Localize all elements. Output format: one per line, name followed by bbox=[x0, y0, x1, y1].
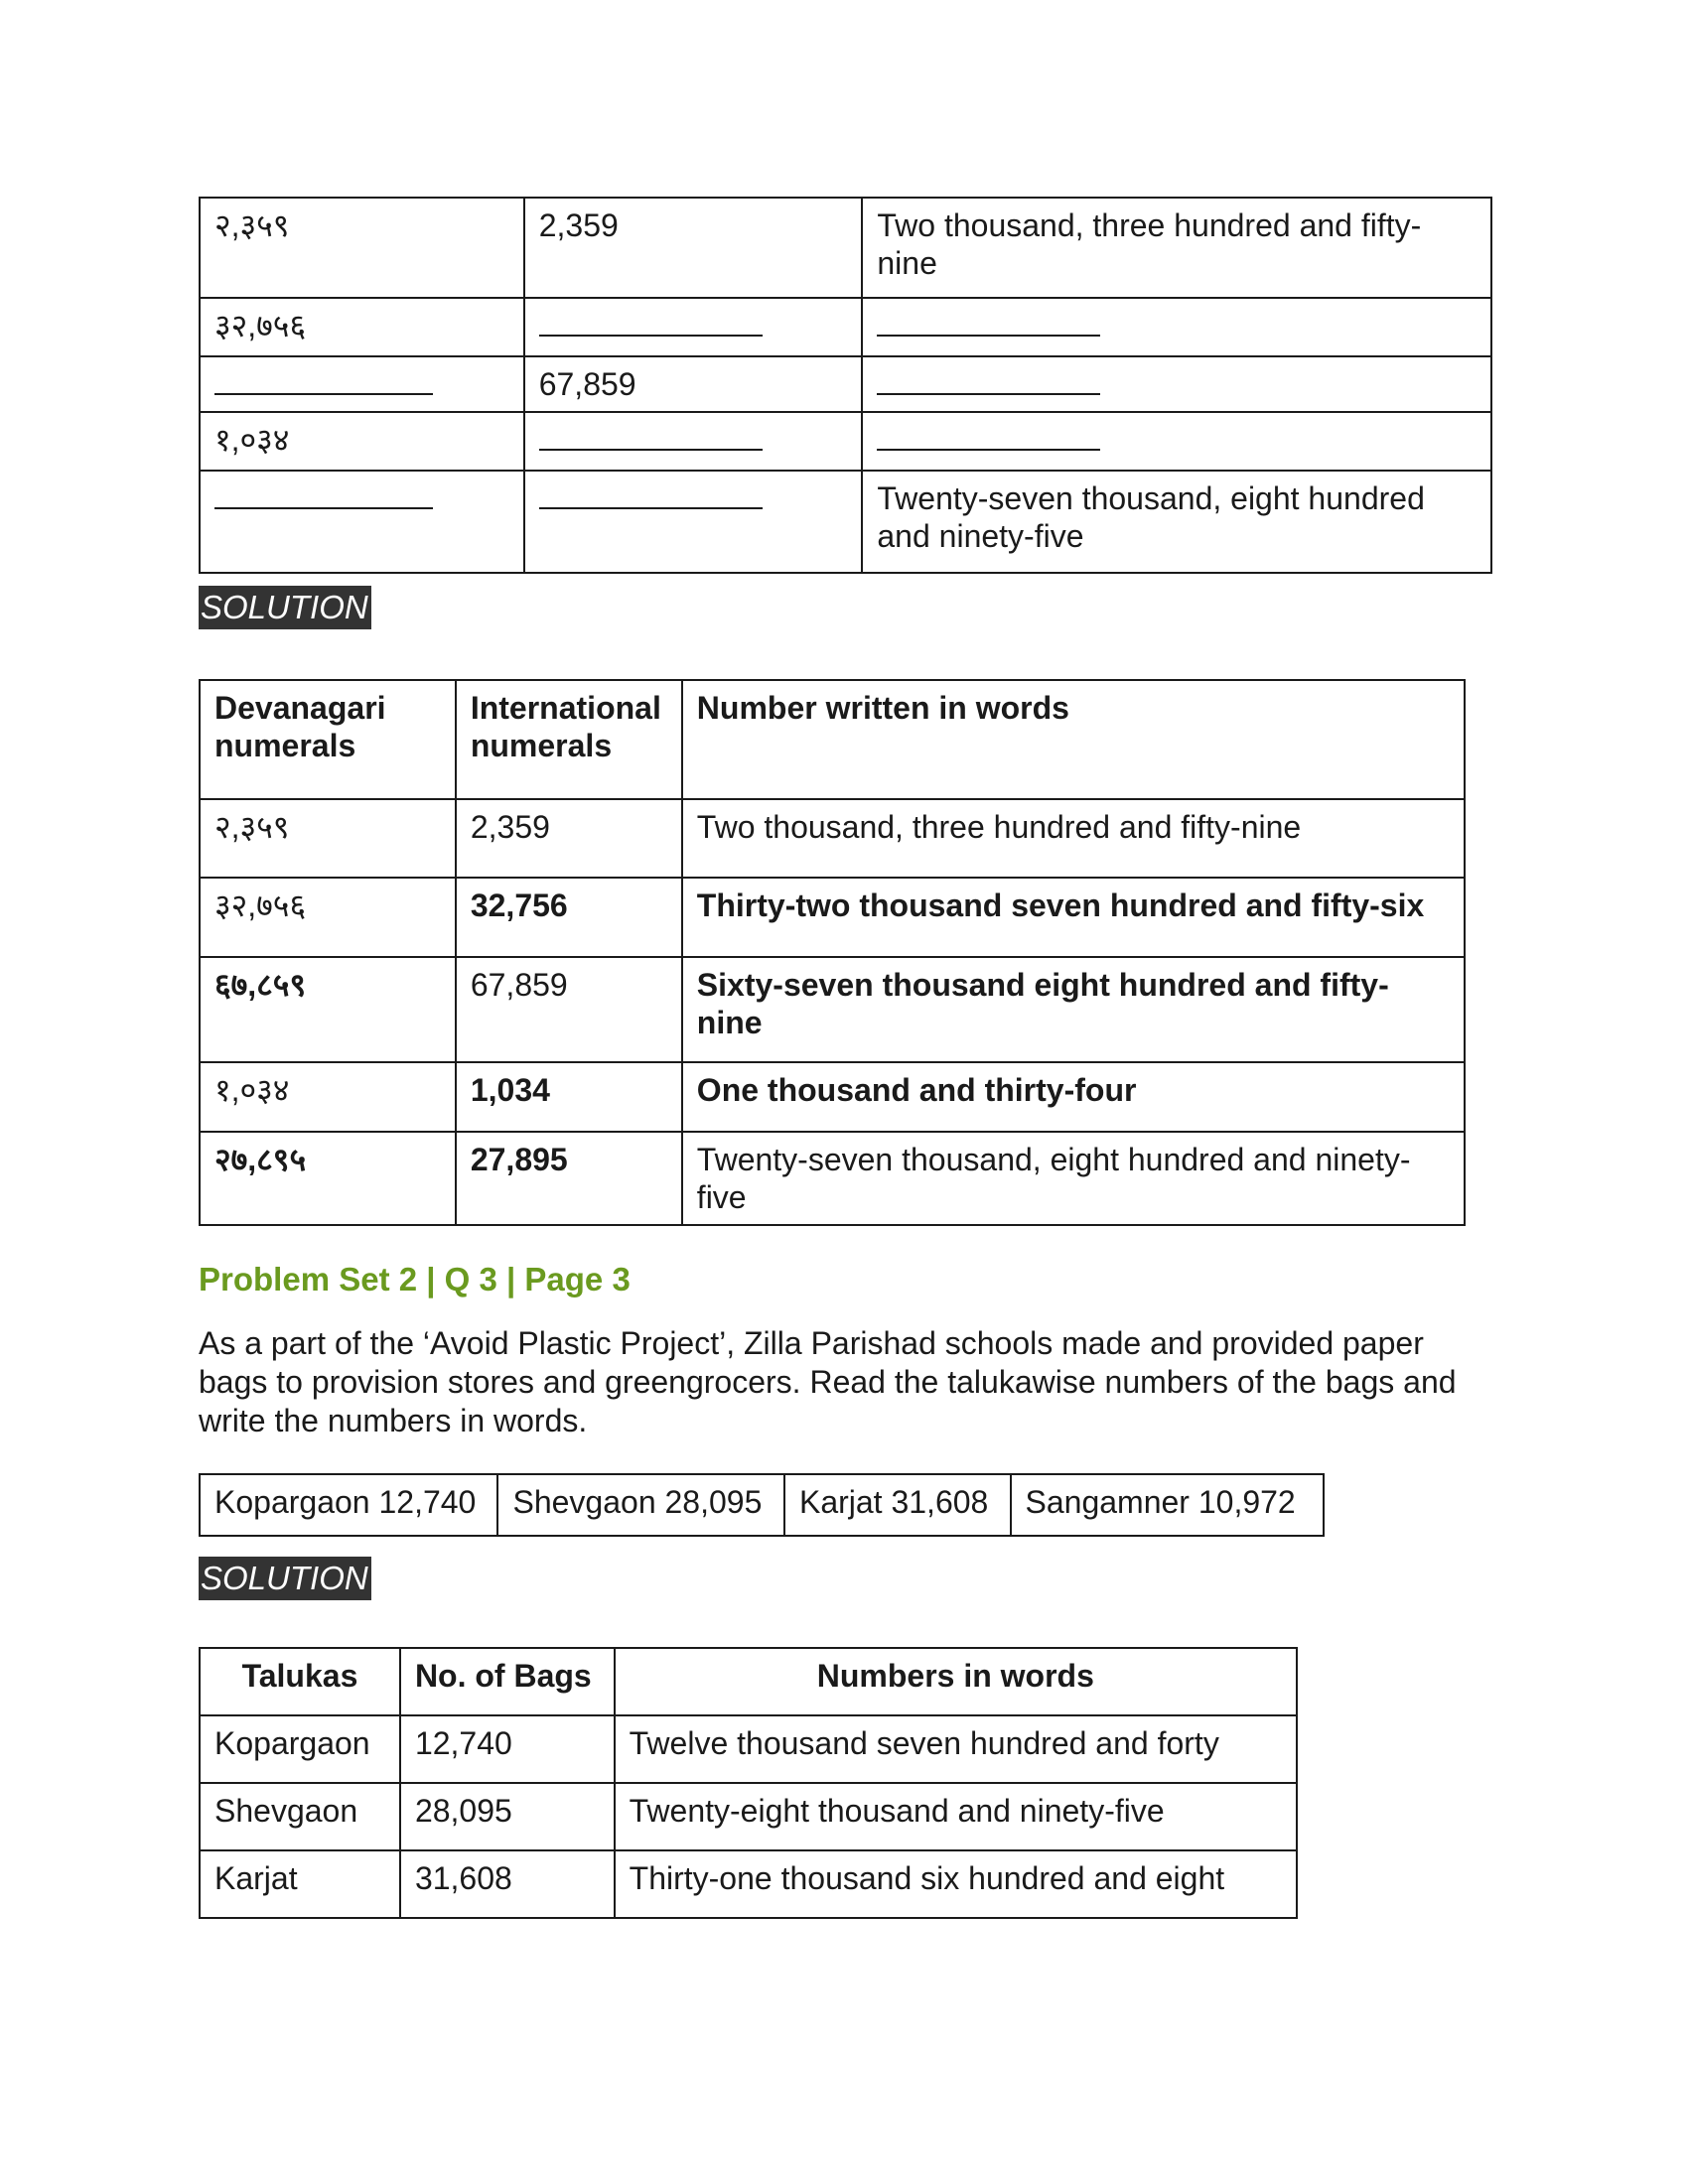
words-cell: Thirty-one thousand six hundred and eight bbox=[615, 1850, 1297, 1918]
devanagari-cell: १,०३४ bbox=[200, 1062, 456, 1132]
table-row bbox=[200, 471, 1491, 573]
blank-line bbox=[862, 356, 1491, 412]
table-row bbox=[200, 799, 1465, 878]
words-cell: One thousand and thirty-four bbox=[682, 1062, 1465, 1132]
words-cell: Sixty-seven thousand eight hundred and fifty-nine bbox=[682, 957, 1465, 1062]
blank-line bbox=[862, 298, 1491, 356]
table-row bbox=[200, 1062, 1465, 1132]
words-cell: Twelve thousand seven hundred and forty bbox=[615, 1715, 1297, 1783]
column-header: No. of Bags bbox=[400, 1648, 615, 1715]
table-row bbox=[200, 1850, 1297, 1918]
table-row bbox=[200, 1132, 1465, 1225]
problem-text: As a part of the ‘Avoid Plastic Project’, Zilla Parishad schools made and provided paper bags to provision stores and greengrocers. Read the talukawise numbers of the bags and write the numbers in words. bbox=[199, 1325, 1457, 1438]
talukas-table bbox=[199, 1647, 1298, 1919]
bags-cell: Shevgaon 28,095 bbox=[497, 1474, 783, 1536]
solution-label: SOLUTION bbox=[199, 1557, 371, 1600]
international-cell: 67,859 bbox=[456, 957, 682, 1062]
devanagari-cell: ३२,७५६ bbox=[200, 878, 456, 957]
taluka-cell: Kopargaon bbox=[200, 1715, 400, 1783]
words-cell: Two thousand, three hundred and fifty-nine bbox=[682, 799, 1465, 878]
blank-line bbox=[524, 298, 863, 356]
international-cell: 1,034 bbox=[456, 1062, 682, 1132]
devanagari-cell: २,३५९ bbox=[200, 799, 456, 878]
table-row bbox=[200, 1715, 1297, 1783]
table-header-row bbox=[200, 680, 1465, 799]
bags-count-cell: 12,740 bbox=[400, 1715, 615, 1783]
solution-table bbox=[199, 679, 1466, 1226]
devanagari-cell: २,३५९ bbox=[200, 198, 524, 298]
international-cell: 67,859 bbox=[524, 356, 863, 412]
devanagari-cell: ३२,७५६ bbox=[200, 298, 524, 356]
international-cell: 2,359 bbox=[524, 198, 863, 298]
problem-heading: Problem Set 2 | Q 3 | Page 3 bbox=[199, 1261, 631, 1297]
column-header: Devanagari numerals bbox=[200, 680, 456, 799]
blank-line bbox=[200, 471, 524, 573]
blank-line bbox=[524, 471, 863, 573]
column-header: Numbers in words bbox=[615, 1648, 1297, 1715]
solution-label: SOLUTION bbox=[199, 586, 371, 629]
bags-cell: Sangamner 10,972 bbox=[1011, 1474, 1324, 1536]
bags-cell: Kopargaon 12,740 bbox=[200, 1474, 497, 1536]
taluka-cell: Shevgaon bbox=[200, 1783, 400, 1850]
column-header: Number written in words bbox=[682, 680, 1465, 799]
blank-line bbox=[524, 412, 863, 471]
table-row bbox=[200, 1474, 1324, 1536]
devanagari-cell: ६७,८५९ bbox=[200, 957, 456, 1062]
exercise-table bbox=[199, 197, 1492, 574]
bags-strip-table bbox=[199, 1473, 1325, 1537]
table-header-row bbox=[200, 1648, 1297, 1715]
blank-line bbox=[862, 412, 1491, 471]
column-header: Talukas bbox=[200, 1648, 400, 1715]
blank-line bbox=[200, 356, 524, 412]
bags-count-cell: 28,095 bbox=[400, 1783, 615, 1850]
table-row bbox=[200, 1783, 1297, 1850]
column-header: International numerals bbox=[456, 680, 682, 799]
table-row bbox=[200, 198, 1491, 298]
words-cell: Twenty-eight thousand and ninety-five bbox=[615, 1783, 1297, 1850]
bags-cell: Karjat 31,608 bbox=[784, 1474, 1011, 1536]
taluka-cell: Karjat bbox=[200, 1850, 400, 1918]
bags-count-cell: 31,608 bbox=[400, 1850, 615, 1918]
words-cell: Thirty-two thousand seven hundred and fifty-six bbox=[682, 878, 1465, 957]
international-cell: 2,359 bbox=[456, 799, 682, 878]
words-cell: Twenty-seven thousand, eight hundred and ninety-five bbox=[862, 471, 1491, 573]
international-cell: 32,756 bbox=[456, 878, 682, 957]
words-cell: Two thousand, three hundred and fifty-nine bbox=[862, 198, 1491, 298]
devanagari-cell: १,०३४ bbox=[200, 412, 524, 471]
table-row bbox=[200, 878, 1465, 957]
table-row bbox=[200, 356, 1491, 412]
devanagari-cell: २७,८९५ bbox=[200, 1132, 456, 1225]
international-cell: 27,895 bbox=[456, 1132, 682, 1225]
table-row bbox=[200, 412, 1491, 471]
table-row bbox=[200, 957, 1465, 1062]
words-cell: Twenty-seven thousand, eight hundred and ninety-five bbox=[682, 1132, 1465, 1225]
table-row bbox=[200, 298, 1491, 356]
